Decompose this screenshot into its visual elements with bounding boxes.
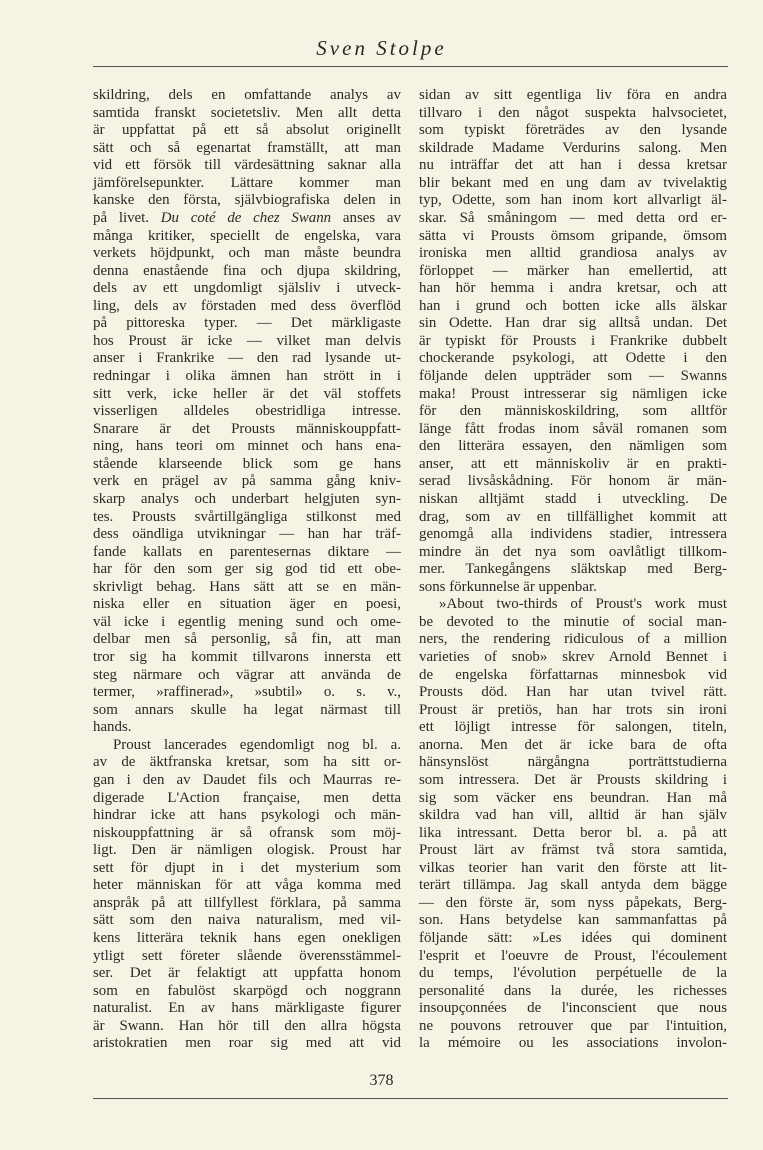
text-line: ne pouvons retrouver que par l'intuition, [419,1017,727,1034]
text-line: anspråk på att tillfyllest förklara, på samma [93,894,401,911]
running-header: Sven Stolpe [316,36,447,60]
text-line: visserligen alldeles obestridliga intresse. [93,403,401,420]
text-line: som en fabulöst skarpögd och noggrann [93,982,401,999]
left-column [93,87,401,1053]
text-line: anorna. Men det är icke bara de ofta [419,736,727,753]
text-line: är uppfattat på ett så absolut originellt [93,122,401,139]
text-line: delbar men så personlig, så fin, att man [93,631,401,648]
text-line: tror sig ha kommit tillvarons innersta ett [93,649,401,665]
text-line: niskouppfattning är så ofransk som möj- [93,824,401,841]
text-line: länge fått frodas inom såväl romanen som [419,420,727,437]
text-line: ser. Det är felaktigt att uppfatta honom [93,965,401,982]
text-line: anser i Frankrike — den rad lysande ut- [93,350,401,367]
text-line: ett löjligt intresse för salongen, titeln, [419,719,727,736]
text-line: la mémoire ou les associations involon- [419,1035,727,1052]
text-line: dess oändliga utvikningar — han har träf- [93,526,401,543]
text-line: följande delen uppträder som — Swanns [419,368,727,384]
text-line: som intressera. Det är Prousts skildring i [419,771,727,788]
text-line: vid ett försök till värdesättning saknar alla [93,157,401,174]
text-line: »About two-thirds of Proust's work must [439,596,727,613]
text-line: ning, hans teori om minnet och hans ena- [93,438,401,455]
text-line: tes. Prousts svårtillgängliga stilkonst med [93,508,401,525]
text-line: typ, Odette, som han inom kort allvarligt äl- [419,192,727,209]
text-line: är typiskt för Prousts i Frankrike dubbelt [419,332,727,349]
text-line: för den människoskildring, som alltför [419,403,727,420]
text-line: sig som väcker ens beundran. Han må [419,789,727,806]
header-rule [93,66,728,67]
text-line: dels av ett ungdomligt själsliv i utveck- [93,280,401,297]
text-line: fande kallats en parentesernas diktare — [93,543,401,560]
text-line: redningar i olika ämnen han strött in i [93,368,401,384]
text-line: genomgå alla individens stadier, intressera [419,526,727,543]
text-line: digerade L'Action française, men detta [93,789,401,806]
text-line: väl icke i egentlig mening sund och ome- [93,613,401,630]
text-line: sin Odette. Han drar sig alltså undan. Det [419,315,727,332]
text-line: sätt och så egenartat framställt, att man [93,139,401,156]
text-line: personalité dans la durée, les richesses [419,982,727,999]
text-line: sitt verk, icke heller är det väl stoffets [93,385,401,402]
text-line: be devoted to the minutie of social man- [419,613,727,630]
text-line: verk en prägel av på samma gång kniv- [93,473,401,490]
text-line: sett för djupt in i det mysterium som [93,859,401,876]
text-line: skildrade Madame Verdurins salong. Men [419,139,727,156]
text-segment: anses av [331,209,401,226]
text-line: mindre än det nya som oavlåtligt tillkom- [419,543,727,560]
text-line: han hör hemma i andra kretsar, och att [419,280,727,297]
text-line: skar. Så småningom — med detta ord er- [419,209,727,226]
text-line: den litterära essayen, den nämligen som [419,438,727,455]
text-line: Proust lärt av främst två stora samtida, [419,842,727,859]
text-line: har för den som ger sig god tid ett obe- [93,561,401,578]
text-line: skildring, dels en omfattande analys av [93,87,401,103]
text-line: gan i den av Daudet fils och Maurras re- [93,771,401,788]
text-line: chockerande psykologi, att Odette i den [419,350,727,367]
text-line: steg närmare och vägrar att använda de [93,666,401,683]
text-line: som typiskt företrädes av den lysande [419,122,727,139]
text-line: skarp analys och underbart helgjuten syn- [93,490,401,507]
footer-rule [93,1098,728,1099]
text-line: hänsynslöst närgångna porträttstudierna [419,754,727,771]
text-line: du temps, l'évolution perpétuelle de la [419,965,727,982]
text-line: lika intressant. Detta beror bl. a. på att [419,824,727,841]
text-line: niska eller en situation äger en poesi, [93,596,401,613]
text-line: sätt som den naiva naturalism, med vil- [93,912,401,929]
text-line: skildra vad han vill, alltid är han själv [419,807,727,824]
text-line: varieties of snob» skrev Arnold Bennet i [419,649,727,665]
text-line: nu inträffar det att han i dessa kretsar [419,157,727,174]
text-line [93,210,401,228]
text-line: hands. [93,719,132,736]
text-line: heter människan för att våga komma med [93,877,401,894]
text-line: kanske den första, självbiografiska delen in [93,192,401,209]
text-line: ners, the rendering ridiculous of a million [419,631,727,648]
text-line: l'esprit et l'oeuvre de Proust, l'écoulement [419,947,727,964]
italic-title: Du coté de chez Swann [160,209,332,226]
text-line: samtida franskt societetsliv. Men allt detta [93,104,401,121]
text-line: är Swann. Han hör till den allra högsta [93,1017,401,1034]
text-line: blir bekant med en ung dam av tvivelaktig [419,174,727,191]
text-line: maka! Proust intresserar sig nämligen icke [419,385,727,402]
text-line: kens litterära teknik hans egen onekligen [93,930,401,946]
text-line: Snarare är det Prousts människouppfatt- [93,420,401,437]
text-line: många kritiker, speciellt de engelska, vara [93,227,401,244]
text-line: niskan alltjämt stadd i utveckling. De [419,490,727,507]
text-line: son. Hans betydelse kan sammanfattas på [419,912,727,929]
text-line: av de äktfranska kretsar, som ha sitt or- [93,754,401,771]
page-number: 378 [369,1072,394,1089]
text-line: sons förkunnelse är uppenbar. [419,578,597,595]
text-line: han i grund och botten icke alls älskar [419,297,727,314]
text-line: ligt. Den är nämligen ologisk. Proust har [93,842,401,859]
text-line: drag, som av en tillfällighet kommit att [419,508,727,525]
text-line: ytligt sett företer slående överensstämmel- [93,947,401,964]
text-line: anser, att ett människoliv är en prakti- [419,455,727,472]
text-line: hindrar icke att hans psykologi och män- [93,807,401,824]
text-line: hos Proust är icke — vilket man delvis [93,332,401,349]
text-line: tillvaro i den något suspekta halvsocietet, [419,104,727,121]
text-line: Prousts död. Han har utan tvivel rätt. [419,684,727,701]
right-column [419,87,727,1053]
text-line: på pittoreska typer. — Det märkligaste [93,315,401,332]
text-line: insoupçonnées de l'inconscient que nous [419,1000,727,1017]
text-line: de engelska författarnas minnesbok vid [419,666,727,683]
text-line: mer. Tankegångens släktskap med Berg- [419,561,727,578]
text-line: jämförelsepunkter. Lättare kommer man [93,174,401,191]
text-line: stående klarseende blick som ge hans [93,455,401,472]
text-line: som annars skulle ha legat närmast till [93,701,401,718]
text-line: Proust är pretiös, han har trots sin ironi [419,701,727,718]
text-line: denna enastående fina och djupa skildring, [93,262,401,279]
text-line: vilkas teorier han varit den förste att lit- [419,859,727,876]
text-line: verkets höjdpunkt, och man måste beundra [93,245,401,262]
text-line: Proust lancerades egendomligt nog bl. a. [113,736,401,753]
text-line: sidan av sitt egentliga liv föra en andra [419,87,727,103]
text-line: terärt tillämpa. Jag skall antyda dem bägge [419,877,727,894]
text-line: förloppet — märker han emellertid, att [419,262,727,279]
text-line: skrivligt behag. Hans sätt att se en män- [93,578,401,595]
text-line: — den förste är, som nyss påpekats, Berg- [419,894,727,911]
text-line: naturalist. En av hans märkligaste figurer [93,1000,401,1017]
text-line: ling, dels av förstaden med dess överflöd [93,297,401,314]
text-segment: på livet. [93,209,161,226]
text-line: termer, »raffinerad», »subtil» o. s. v., [93,684,401,701]
text-line: aristokratien men roar sig med att vid [93,1035,401,1052]
text-line: serad livsåskådning. För honom är män- [419,473,727,490]
text-line: följande sätt: »Les idées qui dominent [419,930,727,946]
text-line: sätta vi Prousts ömsom gripande, ömsom [419,227,727,244]
text-line: ironiska men alltid grandiosa analys av [419,245,727,262]
